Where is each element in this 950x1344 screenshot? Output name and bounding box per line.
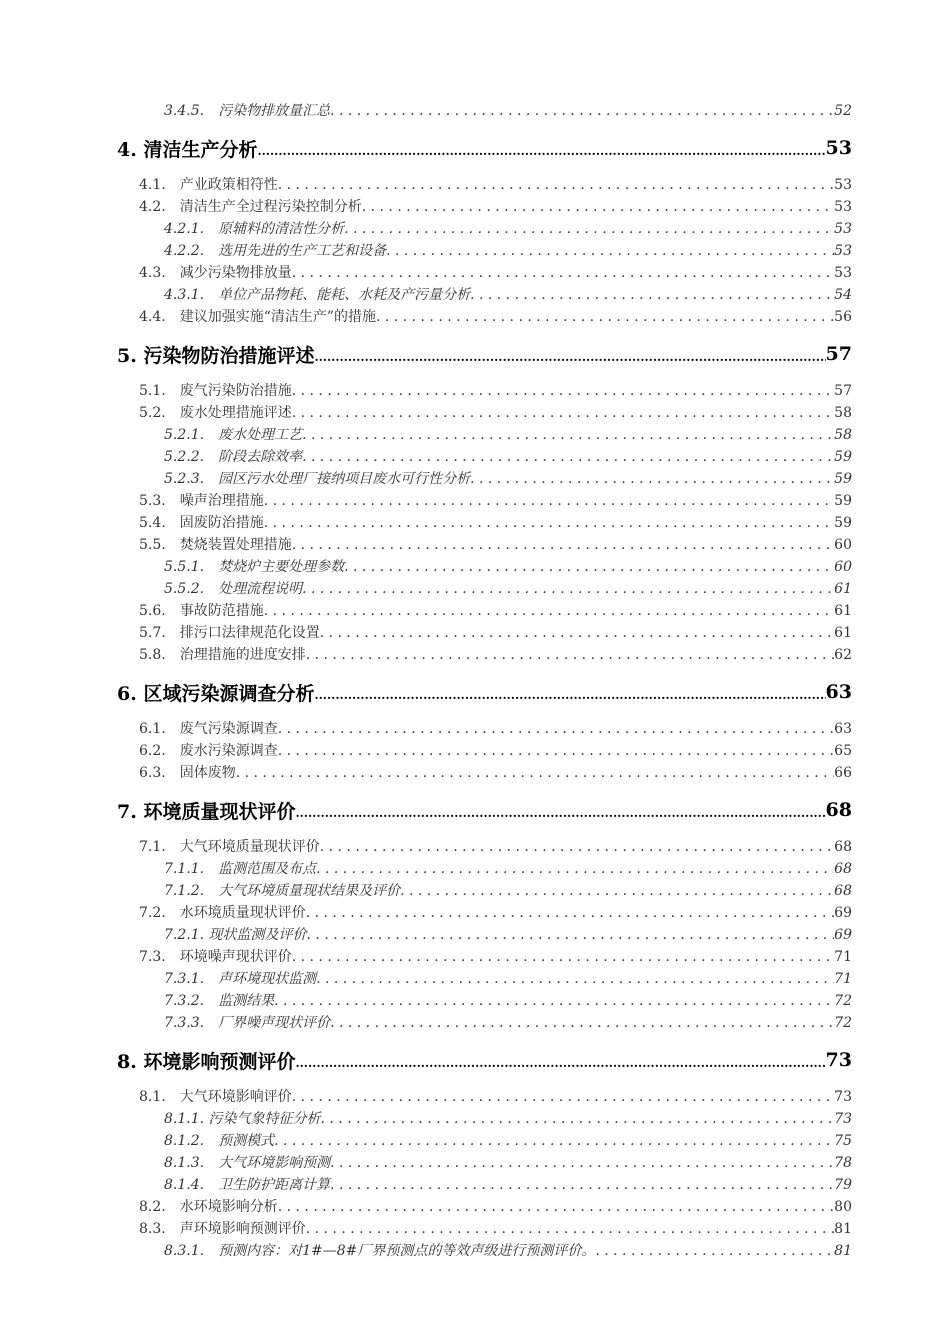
toc-page-number: 59 bbox=[834, 515, 852, 531]
toc-entry-title: 8.2. 水环境影响分析 bbox=[139, 1199, 278, 1215]
toc-page-number: 61 bbox=[834, 603, 852, 619]
toc-entry-title: 5.1. 废气污染防治措施 bbox=[139, 383, 292, 399]
toc-dot-leader bbox=[302, 446, 834, 468]
toc-entry-title: 7.3. 环境噪声现状评价 bbox=[139, 949, 292, 965]
toc-dot-leader bbox=[302, 424, 834, 446]
toc-entry-title: 5.2.1. 废水处理工艺 bbox=[164, 427, 303, 443]
toc-dot-leader bbox=[292, 534, 834, 556]
toc-page-number: 73 bbox=[825, 1049, 852, 1071]
toc-dot-leader bbox=[278, 740, 834, 762]
toc-entry-title: 4.3. 减少污染物排放量 bbox=[139, 265, 292, 281]
toc-entry-title: 5.3. 噪声治理措施 bbox=[139, 493, 264, 509]
toc-entry-title: 8.3. 声环境影响预测评价 bbox=[139, 1221, 306, 1237]
toc-chapter-entry[interactable] bbox=[117, 328, 852, 380]
toc-entry-title: 7.2. 水环境质量现状评价 bbox=[139, 905, 306, 921]
toc-dot-leader bbox=[376, 306, 834, 328]
toc-entry-title: 5.2.3. 园区污水处理厂接纳项目废水可行性分析 bbox=[164, 471, 471, 487]
toc-entry-title: 5.5.2. 处理流程说明 bbox=[164, 581, 303, 597]
toc-subsection-entry[interactable] bbox=[117, 924, 852, 946]
toc-page-number: 72 bbox=[834, 1015, 852, 1031]
toc-entry-title: 4.2.2. 选用先进的生产工艺和设备 bbox=[164, 243, 387, 259]
toc-subsection-entry[interactable] bbox=[117, 424, 852, 446]
toc-page-number: 61 bbox=[834, 581, 852, 597]
toc-entry-title: 5. 污染物防治措施评述 bbox=[117, 344, 315, 367]
toc-entry-title: 4.2. 清洁生产全过程污染控制分析 bbox=[139, 199, 362, 215]
toc-page-number: 53 bbox=[834, 177, 852, 193]
toc-dot-leader bbox=[292, 380, 834, 402]
toc-entry-title: 7.1.1. 监测范围及布点 bbox=[164, 861, 317, 877]
toc-chapter-entry[interactable] bbox=[117, 1034, 852, 1086]
toc-subsection-entry[interactable] bbox=[117, 990, 852, 1012]
toc-section-entry[interactable] bbox=[117, 622, 852, 644]
toc-dot-leader bbox=[470, 284, 834, 306]
toc-entry-title: 4. 清洁生产分析 bbox=[117, 138, 258, 161]
toc-page-number: 53 bbox=[834, 221, 852, 237]
toc-dot-leader bbox=[330, 1012, 834, 1034]
toc-dot-leader bbox=[307, 924, 835, 946]
toc-chapter-entry[interactable] bbox=[117, 784, 852, 836]
toc-entry-title: 7.3.1. 声环境现状监测 bbox=[164, 971, 317, 987]
toc-subsection-entry[interactable] bbox=[117, 284, 852, 306]
toc-page-number: 53 bbox=[834, 265, 852, 281]
toc-page-number: 69 bbox=[834, 927, 852, 943]
toc-dot-leader bbox=[344, 556, 834, 578]
toc-dot-leader bbox=[264, 512, 834, 534]
toc-entry-title: 6.1. 废气污染源调查 bbox=[139, 721, 278, 737]
toc-page-number: 57 bbox=[834, 383, 852, 399]
toc-page-number: 68 bbox=[834, 839, 852, 855]
toc-page-number: 80 bbox=[834, 1199, 852, 1215]
toc-chapter-entry[interactable] bbox=[117, 666, 852, 718]
toc-page-number: 68 bbox=[834, 861, 852, 877]
toc-subsection-entry[interactable] bbox=[117, 1130, 852, 1152]
toc-page-number: 72 bbox=[834, 993, 852, 1009]
toc-dot-leader bbox=[278, 1196, 834, 1218]
toc-subsection-entry[interactable] bbox=[117, 1240, 852, 1262]
toc-dot-leader bbox=[400, 880, 834, 902]
toc-subsection-entry[interactable] bbox=[117, 100, 852, 122]
toc-dot-leader bbox=[302, 578, 834, 600]
toc-page-number: 79 bbox=[834, 1177, 852, 1193]
toc-page-number: 71 bbox=[834, 971, 852, 987]
toc-page-number: 53 bbox=[834, 243, 852, 259]
toc-section-entry[interactable] bbox=[117, 836, 852, 858]
toc-dot-leader bbox=[264, 490, 834, 512]
toc-page-number: 63 bbox=[825, 681, 852, 703]
toc-page-number: 57 bbox=[825, 343, 852, 365]
toc-entry-title: 6. 区域污染源调查分析 bbox=[117, 682, 315, 705]
toc-entry-title: 4.2.1. 原辅料的清洁性分析 bbox=[164, 221, 345, 237]
toc-page-number: 53 bbox=[825, 137, 852, 159]
toc-section-entry[interactable] bbox=[117, 1218, 852, 1240]
toc-section-entry[interactable] bbox=[117, 644, 852, 666]
toc-entry-title: 5.5. 焚烧装置处理措施 bbox=[139, 537, 292, 553]
toc-subsection-entry[interactable] bbox=[117, 556, 852, 578]
toc-entry-title: 5.8. 治理措施的进度安排 bbox=[139, 647, 306, 663]
toc-page-number: 68 bbox=[834, 883, 852, 899]
toc-dot-leader bbox=[314, 689, 825, 701]
toc-dot-leader bbox=[292, 262, 834, 284]
toc-dot-leader bbox=[316, 858, 834, 880]
toc-subsection-entry[interactable] bbox=[117, 218, 852, 240]
toc-entry-title: 7.3.2. 监测结果 bbox=[164, 993, 275, 1009]
toc-page-number: 52 bbox=[834, 103, 852, 119]
toc-section-entry[interactable] bbox=[117, 490, 852, 512]
toc-dot-leader bbox=[306, 902, 834, 924]
toc-section-entry[interactable] bbox=[117, 740, 852, 762]
toc-entry-title: 4.4. 建议加强实施“清洁生产”的措施 bbox=[139, 309, 377, 325]
toc-dot-leader bbox=[274, 990, 834, 1012]
toc-dot-leader bbox=[321, 1108, 835, 1130]
toc-section-entry[interactable] bbox=[117, 262, 852, 284]
toc-subsection-entry[interactable] bbox=[117, 446, 852, 468]
toc-page-number: 59 bbox=[834, 493, 852, 509]
toc-dot-leader bbox=[330, 1152, 834, 1174]
toc-page-number: 65 bbox=[834, 743, 852, 759]
toc-subsection-entry[interactable] bbox=[117, 858, 852, 880]
toc-subsection-entry[interactable] bbox=[117, 880, 852, 902]
toc-dot-leader bbox=[314, 351, 825, 363]
toc-page-number: 68 bbox=[825, 799, 852, 821]
toc-section-entry[interactable] bbox=[117, 1086, 852, 1108]
toc-dot-leader bbox=[264, 600, 834, 622]
toc-section-entry[interactable] bbox=[117, 380, 852, 402]
toc-section-entry[interactable] bbox=[117, 1196, 852, 1218]
toc-dot-leader bbox=[330, 100, 834, 122]
toc-section-entry[interactable] bbox=[117, 512, 852, 534]
toc-entry-title: 3.4.5. 污染物排放量汇总 bbox=[164, 103, 331, 119]
toc-page-number: 73 bbox=[834, 1089, 852, 1105]
toc-section-entry[interactable] bbox=[117, 902, 852, 924]
toc-dot-leader bbox=[320, 836, 834, 858]
toc-page-number: 66 bbox=[834, 765, 852, 781]
toc-dot-leader bbox=[470, 468, 834, 490]
toc-dot-leader bbox=[320, 622, 834, 644]
toc-section-entry[interactable] bbox=[117, 174, 852, 196]
toc-entry-title: 4.1. 产业政策相符性 bbox=[139, 177, 278, 193]
toc-dot-leader bbox=[257, 145, 825, 157]
toc-entry-title: 8.1.3. 大气环境影响预测 bbox=[164, 1155, 331, 1171]
toc-entry-title: 7.2.1. 现状监测及评价 bbox=[164, 927, 307, 943]
toc-page-number: 69 bbox=[834, 905, 852, 921]
toc-page-number: 60 bbox=[834, 537, 852, 553]
toc-entry-title: 5.7. 排污口法律规范化设置 bbox=[139, 625, 320, 641]
toc-page-number: 54 bbox=[834, 287, 852, 303]
toc-page-number: 56 bbox=[834, 309, 852, 325]
toc-dot-leader bbox=[292, 1086, 834, 1108]
toc-page-number: 63 bbox=[834, 721, 852, 737]
toc-dot-leader bbox=[306, 1218, 834, 1240]
toc-page-number: 81 bbox=[834, 1243, 852, 1259]
toc-subsection-entry[interactable] bbox=[117, 578, 852, 600]
toc-dot-leader bbox=[278, 718, 834, 740]
toc-dot-leader bbox=[316, 968, 834, 990]
toc-entry-title: 8.1.2. 预测模式 bbox=[164, 1133, 275, 1149]
toc-entry-title: 5.5.1. 焚烧炉主要处理参数 bbox=[164, 559, 345, 575]
toc-dot-leader bbox=[362, 196, 834, 218]
toc-entry-title: 8.3.1. 预测内容：对1#—8#厂界预测点的等效声级进行预测评价。 bbox=[164, 1243, 596, 1259]
toc-section-entry[interactable] bbox=[117, 534, 852, 556]
toc-subsection-entry[interactable] bbox=[117, 1174, 852, 1196]
toc-subsection-entry[interactable] bbox=[117, 1108, 852, 1130]
toc-entry-title: 7.3.3. 厂界噪声现状评价 bbox=[164, 1015, 331, 1031]
toc-entry-title: 8.1. 大气环境影响评价 bbox=[139, 1089, 292, 1105]
toc-subsection-entry[interactable] bbox=[117, 468, 852, 490]
toc-page-number: 61 bbox=[834, 625, 852, 641]
toc-entry-title: 8.1.1. 污染气象特征分析 bbox=[164, 1111, 321, 1127]
toc-section-entry[interactable] bbox=[117, 946, 852, 968]
toc-dot-leader bbox=[295, 1057, 825, 1069]
toc-section-entry[interactable] bbox=[117, 600, 852, 622]
toc-page-number: 62 bbox=[834, 647, 852, 663]
toc-subsection-entry[interactable] bbox=[117, 240, 852, 262]
toc-page-number: 71 bbox=[834, 949, 852, 965]
toc-entry-title: 8.1.4. 卫生防护距离计算 bbox=[164, 1177, 331, 1193]
toc-chapter-entry[interactable] bbox=[117, 122, 852, 174]
toc-dot-leader bbox=[344, 218, 834, 240]
toc-page-number: 73 bbox=[834, 1111, 852, 1127]
toc-dot-leader bbox=[278, 174, 834, 196]
toc-section-entry[interactable] bbox=[117, 718, 852, 740]
toc-page-number: 58 bbox=[834, 427, 852, 443]
toc-page-number: 59 bbox=[834, 471, 852, 487]
toc-entry-title: 6.2. 废水污染源调查 bbox=[139, 743, 278, 759]
toc-entry-title: 7.1.2. 大气环境质量现状结果及评价 bbox=[164, 883, 401, 899]
toc-dot-leader bbox=[292, 946, 834, 968]
toc-entry-title: 7.1. 大气环境质量现状评价 bbox=[139, 839, 320, 855]
toc-dot-leader bbox=[306, 644, 834, 666]
toc-page-number: 78 bbox=[834, 1155, 852, 1171]
toc-section-entry[interactable] bbox=[117, 762, 852, 784]
toc-entry-title: 5.6. 事故防范措施 bbox=[139, 603, 264, 619]
toc-entry-title: 5.2.2. 阶段去除效率 bbox=[164, 449, 303, 465]
toc-page-number: 60 bbox=[834, 559, 852, 575]
toc-entry-title: 5.2. 废水处理措施评述 bbox=[139, 405, 292, 421]
toc-dot-leader bbox=[236, 762, 834, 784]
toc-entry-title: 6.3. 固体废物 bbox=[139, 765, 236, 781]
toc-dot-leader bbox=[292, 402, 834, 424]
toc-dot-leader bbox=[595, 1240, 834, 1262]
toc-page-number: 58 bbox=[834, 405, 852, 421]
toc-page-number: 59 bbox=[834, 449, 852, 465]
toc-entry-title: 4.3.1. 单位产品物耗、能耗、水耗及产污量分析 bbox=[164, 287, 471, 303]
toc-dot-leader bbox=[386, 240, 834, 262]
table-of-contents bbox=[117, 100, 852, 1262]
toc-subsection-entry[interactable] bbox=[117, 1152, 852, 1174]
toc-entry-title: 8. 环境影响预测评价 bbox=[117, 1050, 296, 1073]
toc-entry-title: 5.4. 固废防治措施 bbox=[139, 515, 264, 531]
toc-page-number: 53 bbox=[834, 199, 852, 215]
toc-dot-leader bbox=[295, 807, 825, 819]
toc-subsection-entry[interactable] bbox=[117, 1012, 852, 1034]
toc-dot-leader bbox=[274, 1130, 834, 1152]
toc-page-number: 81 bbox=[834, 1221, 852, 1237]
toc-section-entry[interactable] bbox=[117, 196, 852, 218]
toc-section-entry[interactable] bbox=[117, 306, 852, 328]
toc-dot-leader bbox=[330, 1174, 834, 1196]
toc-page-number: 75 bbox=[834, 1133, 852, 1149]
toc-entry-title: 7. 环境质量现状评价 bbox=[117, 800, 296, 823]
toc-subsection-entry[interactable] bbox=[117, 968, 852, 990]
toc-section-entry[interactable] bbox=[117, 402, 852, 424]
